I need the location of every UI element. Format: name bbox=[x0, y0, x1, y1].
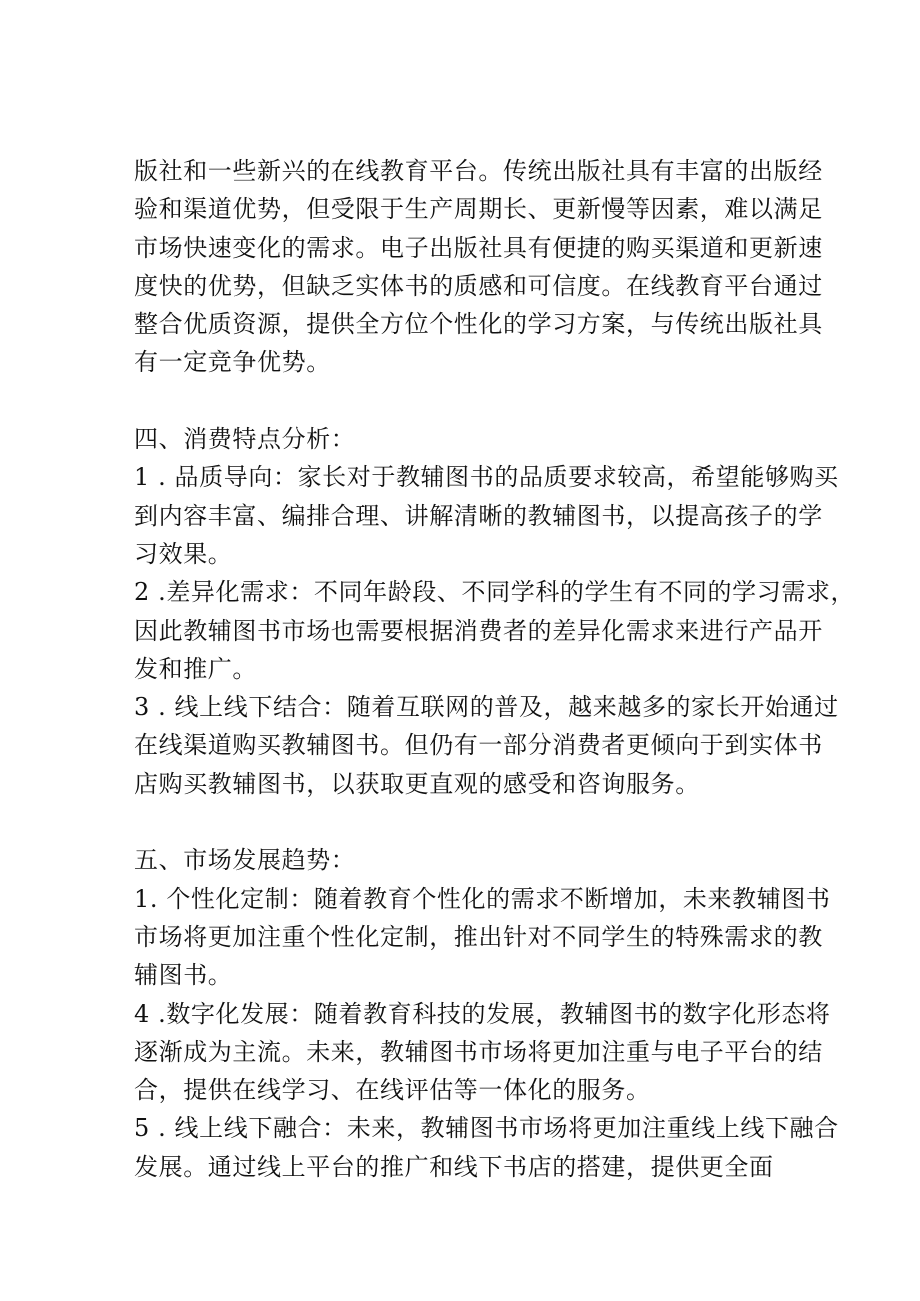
paragraph-gap bbox=[134, 803, 790, 841]
list-item-line: 发和推广。 bbox=[134, 654, 257, 683]
list-item-line: 5 . 线上线下融合：未来，教辅图书市场将更加注重线上线下融合 bbox=[134, 1114, 839, 1143]
paragraph-gap bbox=[134, 382, 790, 420]
text-line: 整合优质资源，提供全方位个性化的学习方案，与传统出版社具 bbox=[134, 310, 823, 339]
list-item-line: 逐渐成为主流。未来，教辅图书市场将更加注重与电子平台的结 bbox=[134, 1037, 823, 1066]
list-item-line: 市场将更加注重个性化定制，推出针对不同学生的特殊需求的教 bbox=[134, 922, 823, 951]
list-item-line: 因此教辅图书市场也需要根据消费者的差异化需求来进行产品开 bbox=[134, 616, 823, 645]
list-item-line: 习效果。 bbox=[134, 539, 233, 568]
list-item-line: 4 .数字化发展：随着教育科技的发展，教辅图书的数字化形态将 bbox=[134, 999, 831, 1028]
list-item-line: 合，提供在线学习、在线评估等一体化的服务。 bbox=[134, 1076, 651, 1105]
list-item-line: 到内容丰富、编排合理、讲解清晰的教辅图书，以提高孩子的学 bbox=[134, 501, 823, 530]
document-page bbox=[134, 152, 856, 1186]
section-consumer-characteristics bbox=[134, 420, 856, 803]
list-item-line: 发展。通过线上平台的推广和线下书店的搭建，提供更全面 bbox=[134, 1152, 774, 1181]
section-heading: 五、市场发展趋势： bbox=[134, 846, 356, 875]
list-item-line: 1 . 品质导向：家长对于教辅图书的品质要求较高，希望能够购买 bbox=[134, 463, 839, 492]
list-item-line: 在线渠道购买教辅图书。但仍有一部分消费者更倾向于到实体书 bbox=[134, 731, 823, 760]
text-line: 市场快速变化的需求。电子出版社具有便捷的购买渠道和更新速 bbox=[134, 233, 823, 262]
list-item-line: 辅图书。 bbox=[134, 961, 233, 990]
text-line: 验和渠道优势，但受限于生产周期长、更新慢等因素，难以满足 bbox=[134, 195, 823, 224]
list-item-line: 1. 个性化定制：随着教育个性化的需求不断增加，未来教辅图书 bbox=[134, 884, 831, 913]
text-line: 度快的优势，但缺乏实体书的质感和可信度。在线教育平台通过 bbox=[134, 271, 823, 300]
list-item-line: 2 .差异化需求：不同年龄段、不同学科的学生有不同的学习需求， bbox=[134, 578, 856, 607]
list-item-line: 店购买教辅图书，以获取更直观的感受和咨询服务。 bbox=[134, 769, 700, 798]
section-heading: 四、消费特点分析： bbox=[134, 425, 356, 454]
list-item-line: 3 . 线上线下结合：随着互联网的普及，越来越多的家长开始通过 bbox=[134, 693, 839, 722]
text-line: 有一定竞争优势。 bbox=[134, 348, 331, 377]
section-market-trends bbox=[134, 841, 839, 1186]
intro-paragraph bbox=[134, 152, 823, 382]
text-line: 版社和一些新兴的在线教育平台。传统出版社具有丰富的出版经 bbox=[134, 157, 823, 185]
